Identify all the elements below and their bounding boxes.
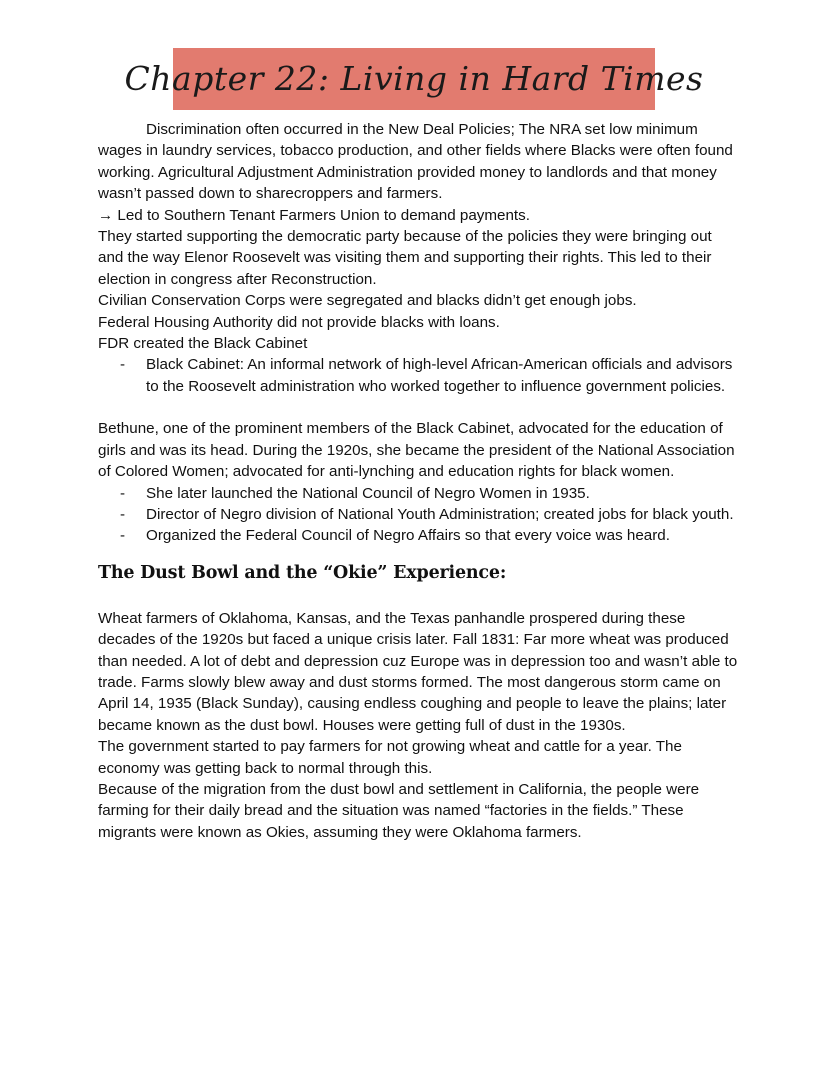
paragraph-migration: Because of the migration from the dust bowl and settlement in California, the people were farming for their daily bread and the situation was named “factories in the fields.” These migrants were known as Okies, assuming they were Oklahoma farmers. — [98, 780, 700, 841]
title-banner — [124, 48, 704, 110]
paragraph-bethune: Bethune, one of the prominent members of the Black Cabinet, advocated for the education of girls and was its head. During the 1920s, she became the president of the National Association of Colored Women; advocated for anti-lynching and education rights for black women. — [98, 420, 735, 481]
page-title: Chapter 22: Living in Hard Times — [124, 59, 704, 99]
line-fdr: FDR created the Black Cabinet — [98, 335, 308, 353]
paragraph-government: The government started to pay farmers for not growing wheat and cattle for a year. The economy was getting back to normal through this. — [98, 738, 682, 777]
section-heading-dust-bowl: The Dust Bowl and the “Okie” Experience: — [98, 562, 507, 583]
list-item: - Organized the Federal Council of Negro Affairs so that every voice was heard. — [98, 525, 738, 546]
list-item: - She later launched the National Council of Negro Women in 1935. — [98, 483, 738, 504]
paragraph-new-deal: Discrimination often occurred in the New Deal Policies; The NRA set low minimum wages in laundry services, tobacco production, and other fields where Blacks were often found working. Agricultural Adjustment Administration provided money to landlords and that money wasn’t passed down to sharecroppers and farmers. — [98, 121, 733, 203]
paragraph-democratic-party: They started supporting the democratic party because of the policies they were bringing out and the way Elenor Roosevelt was visiting them and supporting their rights. This led to their election in congress after Reconstruction. — [98, 228, 712, 288]
black-cabinet-list — [98, 354, 738, 397]
line-ccc: Civilian Conservation Corps were segregated and blacks didn’t get enough jobs. — [98, 292, 637, 310]
list-item: - Black Cabinet: An informal network of high-level African-American officials and advisors to the Roosevelt administration who worked together to influence government policies. — [98, 354, 738, 397]
arrow-line: → Led to Southern Tenant Farmers Union to demand payments. — [98, 206, 530, 224]
line-fha: Federal Housing Authority did not provide blacks with loans. — [98, 313, 500, 331]
bethune-list — [98, 483, 738, 547]
list-item: - Director of Negro division of National Youth Administration; created jobs for black youth. — [98, 504, 738, 525]
paragraph-wheat-farmers: Wheat farmers of Oklahoma, Kansas, and the Texas panhandle prospered during these decades of the 1920s but faced a unique crisis later. Fall 1831: Far more wheat was produced than needed. A lot of debt and depression cuz Europe was in depression too and wasn’t able to trade. Farms slowly blew away and dust storms formed. The most dangerous storm came on April 14, 1935 (Black Sunday), causing endless coughing and people to leave the plains; later became known as the dust bowl. Houses were getting full of dust in the 1930s. — [98, 609, 738, 734]
spacer — [98, 586, 738, 608]
spacer — [98, 397, 738, 418]
document-body — [98, 119, 738, 843]
